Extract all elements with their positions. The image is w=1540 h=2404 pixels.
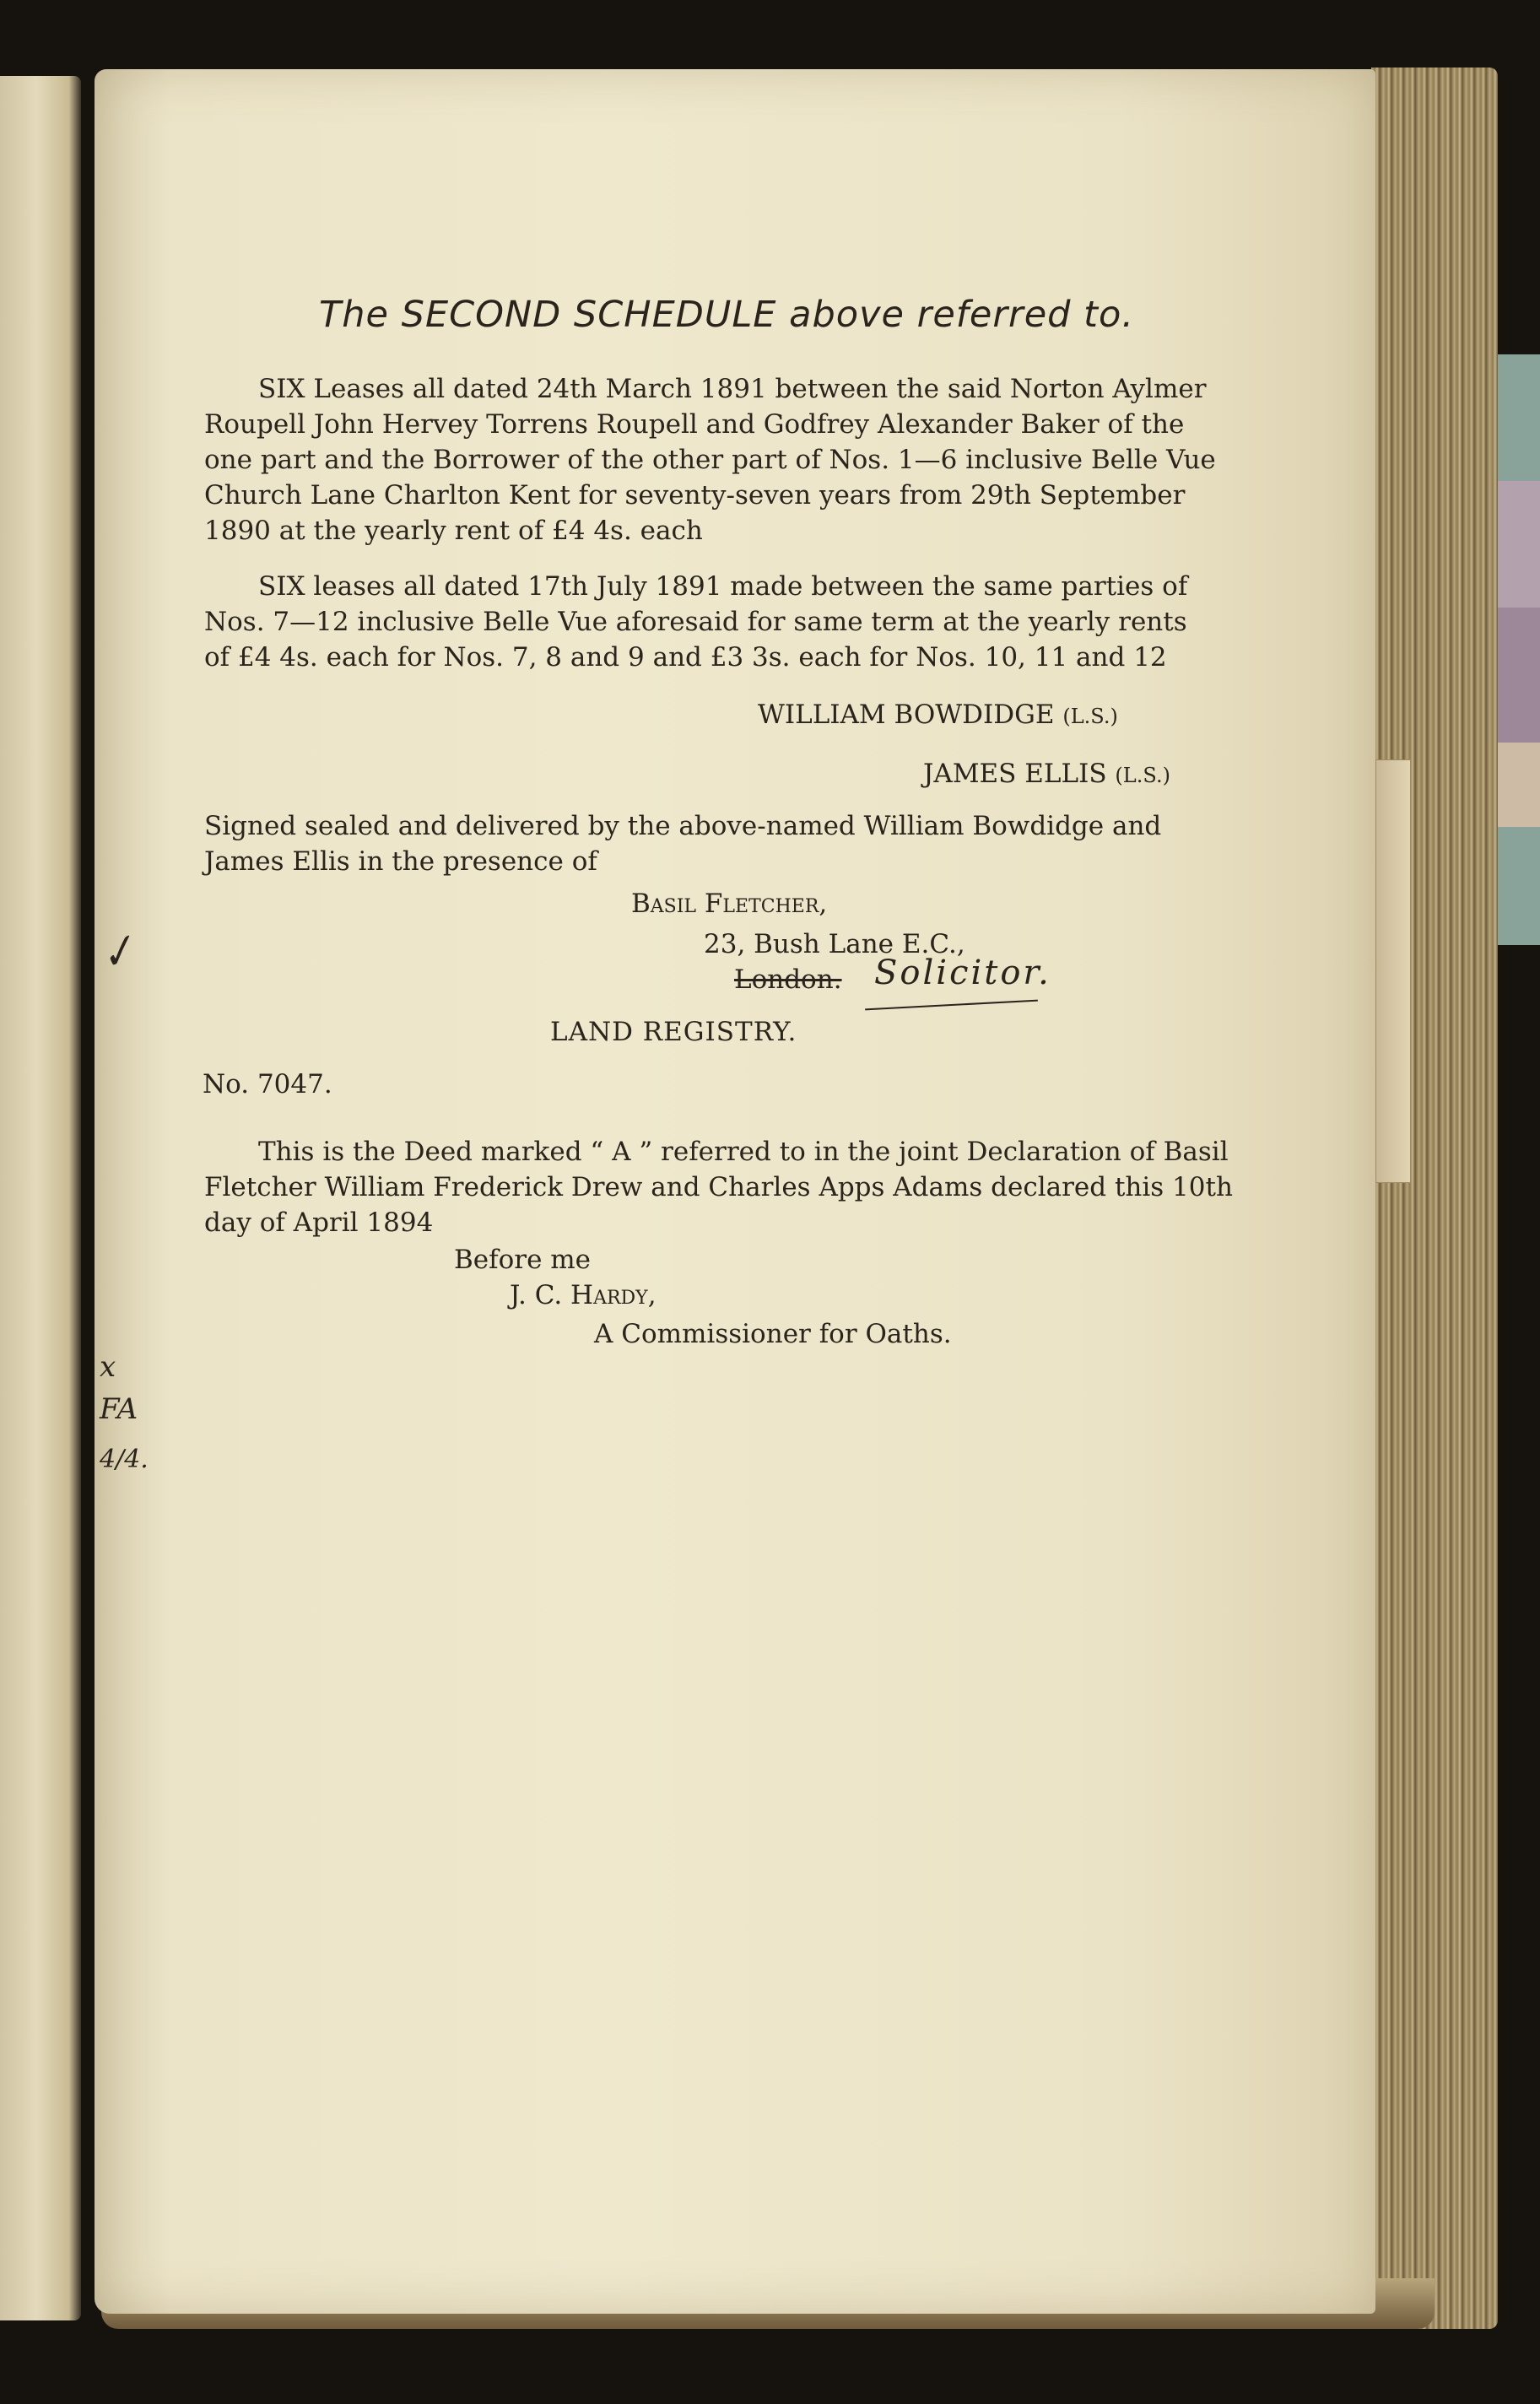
margin-note: 4/4. (100, 1445, 149, 1474)
ls-mark: (L.S.) (1115, 764, 1170, 787)
revenue-stamps (1498, 354, 1540, 945)
declaration-line: This is the Deed marked “ A ” referred to in the joint Declaration of Basil (258, 1137, 1229, 1167)
para1-line: 1890 at the yearly rent of £4 4s. each (204, 516, 703, 546)
attestation-line: Signed sealed and delivered by the above-named William Bowdidge and (204, 811, 1162, 841)
declaration-line: day of April 1894 (204, 1207, 434, 1238)
signatory-ellis (923, 756, 1170, 793)
before-me: Before me (454, 1245, 592, 1275)
land-registry-title: LAND REGISTRY. (550, 1017, 797, 1047)
para2-line: of £4 4s. each for Nos. 7, 8 and 9 and £3 3s. each for Nos. 10, 11 and 12 (204, 642, 1167, 673)
signatory-bowdidge (758, 697, 1118, 734)
schedule-paragraph-2 (204, 569, 1188, 675)
margin-note: x (100, 1350, 116, 1384)
schedule-paragraph-1 (204, 371, 1216, 548)
signatory-name: JAMES ELLIS (923, 759, 1107, 789)
para2-line: Nos. 7—12 inclusive Belle Vue aforesaid for same term at the yearly rents (204, 607, 1187, 637)
witness-city-struck: London. (734, 964, 842, 995)
para1-line: Roupell John Hervey Torrens Roupell and Godfrey Alexander Baker of the (204, 409, 1185, 440)
ls-mark: (L.S.) (1062, 705, 1118, 728)
handwritten-solicitor: Solicitor. (874, 953, 1051, 992)
page-stack-edges (1371, 68, 1498, 2329)
commissioner-title: A Commissioner for Oaths. (594, 1319, 952, 1349)
signatory-name: WILLIAM BOWDIDGE (758, 700, 1055, 730)
declaration-paragraph (204, 1134, 1233, 1240)
declaration-line: Fletcher William Frederick Drew and Charles Apps Adams declared this 10th (204, 1172, 1233, 1202)
para1-line: SIX Leases all dated 24th March 1891 between the said Norton Aylmer (258, 374, 1207, 404)
schedule-heading: The SECOND SCHEDULE above referred to. (319, 294, 1134, 336)
para1-line: Church Lane Charlton Kent for seventy-seven years from 29th September (204, 480, 1186, 511)
margin-checkmark: ✓ (92, 923, 143, 982)
attestation-clause (204, 808, 1162, 879)
para1-line: one part and the Borrower of the other part of Nos. 1—6 inclusive Belle Vue (204, 445, 1216, 475)
left-page-edge (0, 76, 81, 2320)
witness-name: Basil Fletcher, (631, 889, 828, 919)
attestation-line: James Ellis in the presence of (204, 846, 597, 877)
witness-address: 23, Bush Lane E.C., (704, 929, 965, 959)
registry-tabs (1375, 759, 1411, 1183)
registry-number: No. 7047. (203, 1069, 332, 1099)
para2-line: SIX leases all dated 17th July 1891 made between the same parties of (258, 571, 1188, 602)
commissioner-name: J. C. Hardy, (510, 1280, 657, 1310)
margin-note: FA (100, 1392, 138, 1426)
